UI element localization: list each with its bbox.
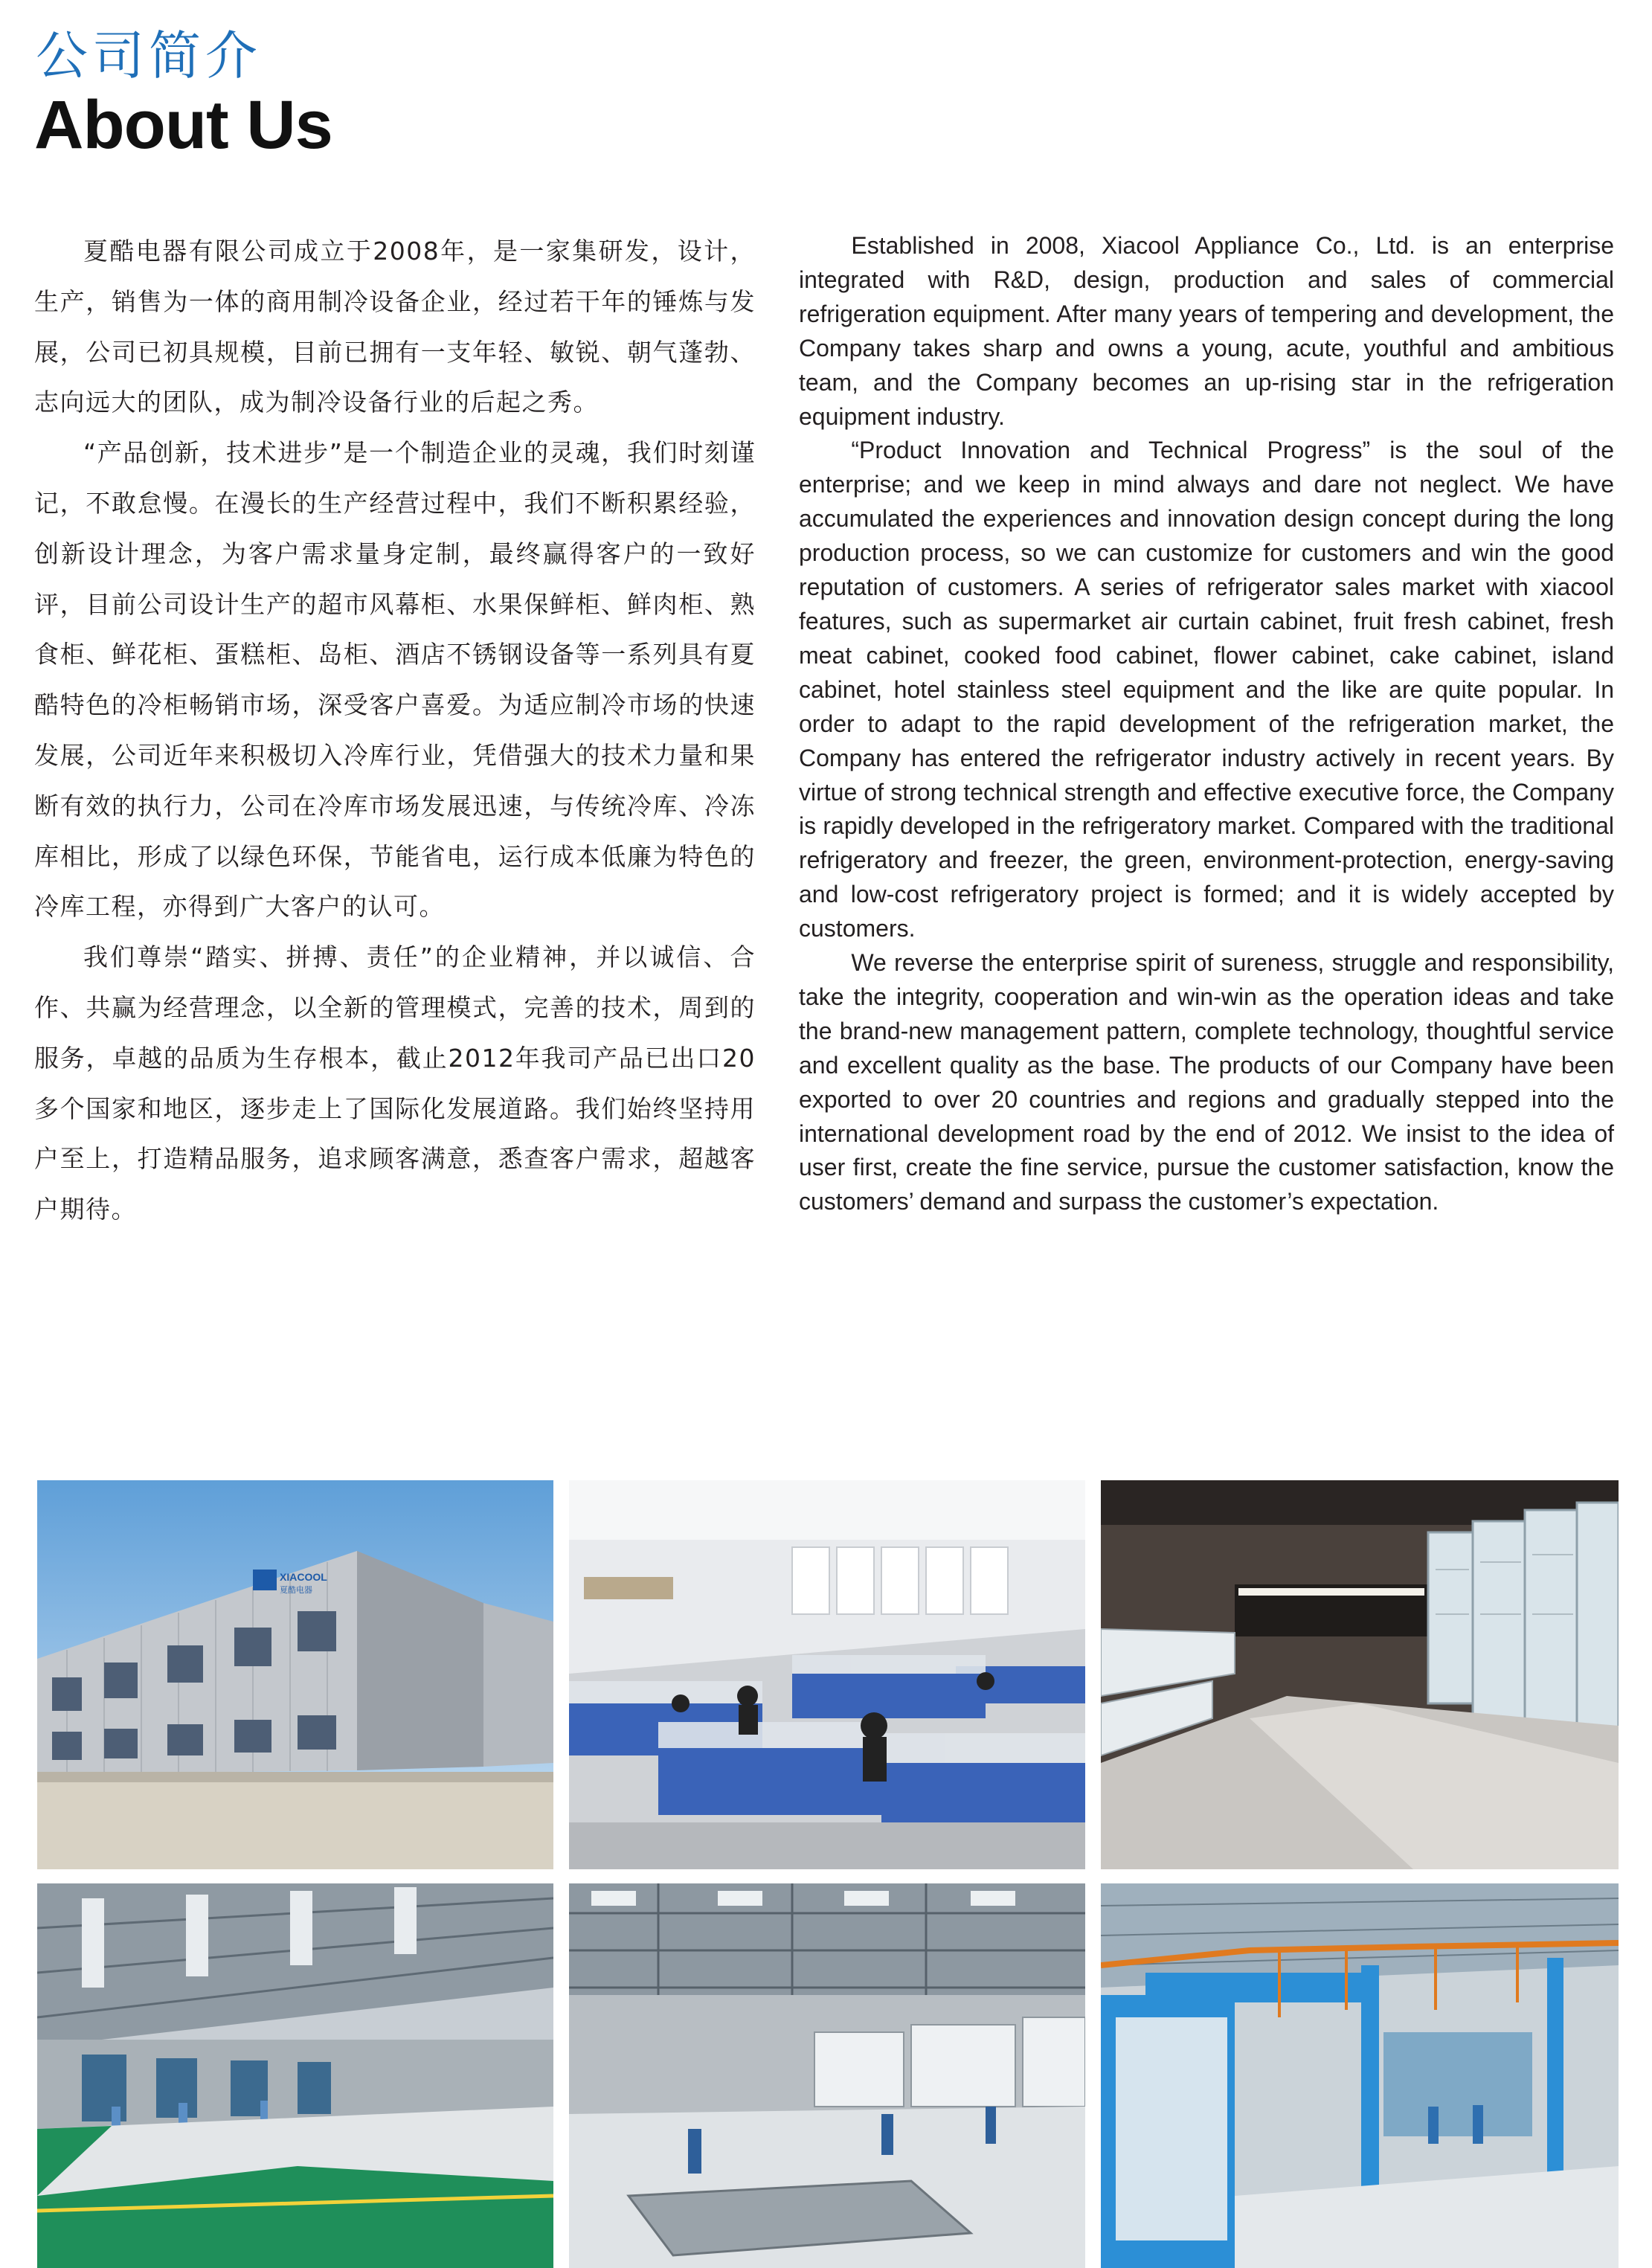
intro-en-paragraph: “Product Innovation and Technical Progress” is the soul of the enterprise; and we keep in mind always and dare not neglect. We have accumulated the experiences and innovation design concept during the long production process, so we can customize for customers and win the good reputation of customers. A series of refrigerator sales market with xiacool features, such as supermarket air curtain cabinet, fruit fresh cabinet, fresh meat cabinet, cooked food cabinet, flower cabinet, cake cabinet, island cabinet, hotel stainless steel equipment and the like are quite popular. In order to adapt to the rapid development of the refrigeration market, the Company has entered the refrigerator industry actively in recent years. By virtue of strong technical strength and effective executive force, the Company is rapidly developed in the refrigeratory market. Compared with the traditional refrigeratory and freezer, the green, environment-protection, energy-saving and low-cost refrigeratory project is formed; and it is widely accepted by customers. xyxy=(799,437,1614,942)
factory-sign-text: XIACOOL xyxy=(280,1571,327,1583)
painting-line-photo xyxy=(1101,1883,1619,2268)
workshop-floor-photo xyxy=(37,1883,553,2268)
page-title-chinese: 公司简介 xyxy=(36,25,262,86)
factory-sign-text-cn: 夏酷电器 xyxy=(280,1585,312,1595)
intro-cn-paragraph: 我们尊崇“踏实、拼搏、责任”的企业精神，并以诚信、合作、共赢为经营理念，以全新的管理模式，完善的技术，周到的服务，卓越的品质为生存根本，截止2012年我司产品已出口20多个国家和地区，逐步走上了国际化发展道路。我们始终坚持用户至上，打造精品服务，追求顾客满意，悉查客户需求，超越客户期待。 xyxy=(34,942,756,1224)
intro-en-paragraph: We reverse the enterprise spirit of sureness, struggle and responsibility, take the integrity, cooperation and win-win as the operation ideas and take the brand-new management pattern, complete technology, thoughtful service and excellent quality as the base. The products of our Company have been exported to over 20 countries and regions and gradually stepped into the international development road by the end of 2012. We insist to the idea of user first, create the fine service, pursue the customer satisfaction, know the customers’ demand and surpass the customer’s expectation. xyxy=(799,949,1614,1215)
intro-en-paragraph: Established in 2008, Xiacool Appliance Co., Ltd. is an enterprise integrated with R&D, design, production and sales of commercial refrigeration equipment. After many years of tempering and development, the Company takes sharp and owns a young, acute, youthful and ambitious team, and the Company becomes an up-rising star in the refrigeration equipment industry. xyxy=(799,232,1614,430)
intro-chinese-column xyxy=(34,226,756,1235)
showroom-photo xyxy=(1101,1480,1619,1869)
intro-cn-paragraph: “产品创新，技术进步”是一个制造企业的灵魂，我们时刻谨记，不敢怠慢。在漫长的生产经营过程中，我们不断积累经验，创新设计理念，为客户需求量身定制，最终赢得客户的一致好评，目前公司设计生产的超市风幕柜、水果保鲜柜、鲜肉柜、熟食柜、鲜花柜、蛋糕柜、岛柜、酒店不锈钢设备等一系列具有夏酷特色的冷柜畅销市场，深受客户喜爱。为适应制冷市场的快速发展，公司近年来积极切入冷库行业，凭借强大的技术力量和果断有效的执行力，公司在冷库市场发展迅速，与传统冷库、冷冻库相比，形成了以绿色环保，节能省电，运行成本低廉为特色的冷库工程，亦得到广大客户的认可。 xyxy=(34,438,756,922)
intro-english-column xyxy=(799,229,1614,1219)
intro-cn-paragraph: 夏酷电器有限公司成立于2008年，是一家集研发，设计，生产，销售为一体的商用制冷设备企业，经过若干年的锤炼与发展，公司已初具规模，目前已拥有一支年轻、敏锐、朝气蓬勃、志向远大的团队，成为制冷设备行业的后起之秀。 xyxy=(34,237,756,417)
office-photo xyxy=(569,1480,1085,1869)
production-hall-photo xyxy=(569,1883,1085,2268)
page-title-english: About Us xyxy=(34,87,332,163)
factory-building-photo xyxy=(37,1480,553,1869)
